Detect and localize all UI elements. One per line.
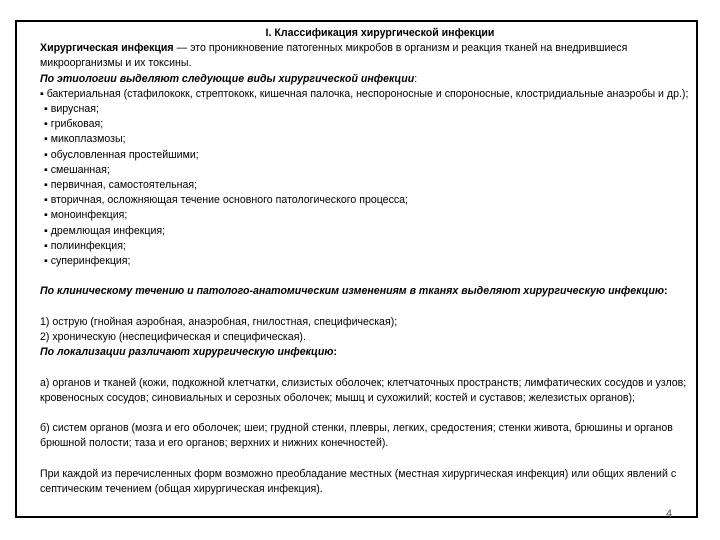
etiology-heading-text: По этиологии выделяют следующие виды хирургической инфекции bbox=[40, 72, 415, 85]
localization-heading bbox=[40, 345, 690, 360]
etiology-heading bbox=[40, 72, 690, 87]
conclusion-paragraph: При каждой из перечисленных форм возможно преобладание местных (местная хирургическая инфекция) или общих явлений с септическим течением (общая хирургическая инфекция). bbox=[40, 467, 677, 496]
definition-text: — это проникновение патогенных микробов в организм и реакция тканей на внедрившиеся микроорганизмы и их токсины. bbox=[40, 42, 628, 70]
list-item: 2) хроническую (неспецифическая и специфическая). bbox=[40, 331, 306, 344]
list-item: ▪ микоплазмозы; bbox=[44, 133, 126, 146]
content-body bbox=[40, 26, 690, 497]
list-item: ▪ моноинфекция; bbox=[44, 209, 128, 222]
localization-item-a: а) органов и тканей (кожи, подкожной клетчатки, слизистых оболочек; клетчаточных пространств; лимфатических сосудов и узлов; кровеносных сосудов; синовиальных и серозных оболочек; мышц и сухожилий; костей и суставов; железистых органов); bbox=[40, 376, 687, 404]
localization-item-b: б) систем органов (мозга и его оболочек; шеи; грудной стенки, плевры, легких, средостения; стенки живота, брюшины и органов брюшной полости; таза и его органов; верхних и нижних конечностей). bbox=[40, 422, 673, 450]
list-item: ▪ обусловленная простейшими; bbox=[44, 148, 199, 161]
list-item: ▪ полиинфекция; bbox=[44, 239, 126, 252]
list-item: ▪ грибковая; bbox=[44, 118, 104, 131]
definition-paragraph bbox=[40, 41, 690, 71]
localization-heading-text: По локализации различают хирургическую инфекцию bbox=[40, 346, 334, 359]
list-item: ▪ бактериальная (стафилококк, стрептококк, кишечная палочка, неспороносные и спороносные, клостридиальные анаэробы и др.); bbox=[40, 87, 689, 100]
clinical-heading-suffix: : bbox=[664, 285, 668, 298]
list-item: ▪ смешанная; bbox=[44, 163, 110, 176]
page-number: 4 bbox=[666, 508, 673, 520]
list-item: ▪ первичная, самостоятельная; bbox=[44, 179, 198, 192]
localization-heading-suffix: : bbox=[333, 346, 337, 359]
etiology-heading-suffix: : bbox=[414, 72, 418, 85]
definition-term: Хирургическая инфекция bbox=[40, 42, 174, 55]
list-item: ▪ вирусная; bbox=[44, 103, 99, 116]
list-item: 1) острую (гнойная аэробная, анаэробная, гнилостная, специфическая); bbox=[40, 315, 398, 328]
list-item: ▪ суперинфекция; bbox=[44, 255, 131, 268]
clinical-heading bbox=[40, 284, 690, 299]
clinical-heading-text: По клиническому течению и патолого-анатомическим изменениям в тканях выделяют хирургическую инфекцию bbox=[40, 285, 665, 298]
list-item: ▪ дремлющая инфекция; bbox=[44, 224, 166, 237]
page-title: I. Классификация хирургической инфекции bbox=[265, 27, 495, 39]
list-item: ▪ вторичная, осложняющая течение основного патологического процесса; bbox=[44, 194, 409, 207]
